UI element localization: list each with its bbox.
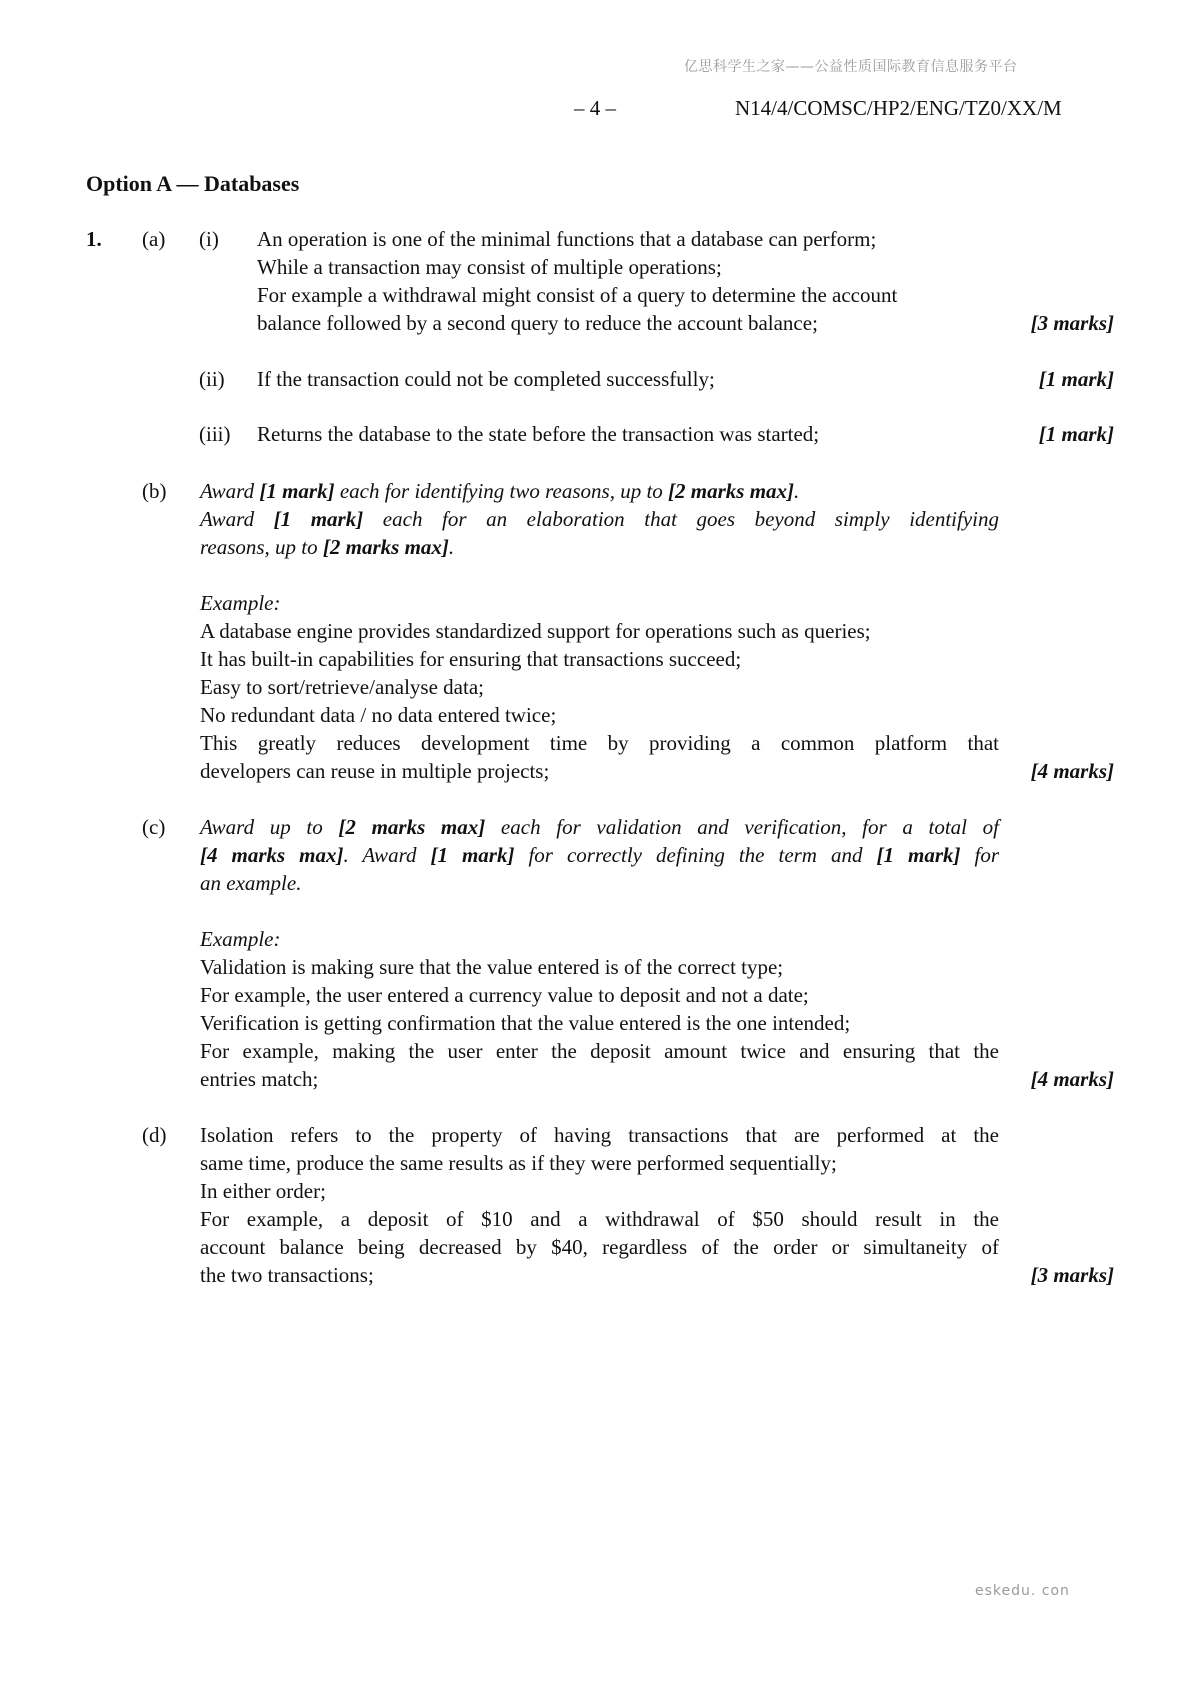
part-b-label: (b) [142,479,167,503]
marking-instruction: [4 marks max]. Award [1 mark] for correctly defining the term and [1 mark] for [200,843,999,867]
answer-line: entries match; [200,1067,319,1091]
part-a-i-label: (i) [199,227,219,251]
marks-label: [3 marks] [1030,1263,1114,1287]
answer-line: This greatly reduces development time by providing a common platform that [200,731,999,755]
question-number: 1. [86,227,102,251]
part-c-label: (c) [142,815,166,839]
document-code: N14/4/COMSC/HP2/ENG/TZ0/XX/M [735,96,1062,120]
answer-line: No redundant data / no data entered twice; [200,703,557,727]
answer-line: A database engine provides standardized support for operations such as queries; [200,619,871,643]
example-label: Example: [200,927,281,951]
answer-line: An operation is one of the minimal functions that a database can perform; [257,227,877,251]
answer-line: Isolation refers to the property of having transactions that are performed at the [200,1123,999,1147]
watermark-top: 亿思科学生之家——公益性质国际教育信息服务平台 [684,59,1018,75]
watermark-bottom: eskedu. con [975,1583,1070,1599]
marking-instruction: Award [1 mark] each for identifying two reasons, up to [2 marks max]. [200,479,800,503]
part-a-iii-label: (iii) [199,422,231,446]
marking-instruction: Award up to [2 marks max] each for validation and verification, for a total of [200,815,1000,839]
answer-line: same time, produce the same results as if they were performed sequentially; [200,1151,837,1175]
marking-instruction: reasons, up to [2 marks max]. [200,535,455,559]
part-a-label: (a) [142,227,166,251]
marks-label: [1 mark] [1038,367,1114,391]
part-d-label: (d) [142,1123,167,1147]
answer-line: If the transaction could not be completed successfully; [257,367,715,391]
answer-line: the two transactions; [200,1263,374,1287]
answer-line: balance followed by a second query to reduce the account balance; [257,311,818,335]
answer-line: Easy to sort/retrieve/analyse data; [200,675,484,699]
answer-line: In either order; [200,1179,326,1203]
marking-instruction: an example. [200,871,302,895]
answer-line: developers can reuse in multiple projects; [200,759,550,783]
answer-line: Verification is getting confirmation that the value entered is the one intended; [200,1011,851,1035]
section-title: Option A — Databases [86,171,300,196]
answer-line: For example, making the user enter the deposit amount twice and ensuring that the [200,1039,999,1063]
part-a-ii-label: (ii) [199,367,225,391]
marks-label: [4 marks] [1030,1067,1114,1091]
answer-line: For example, a deposit of $10 and a withdrawal of $50 should result in the [200,1207,999,1231]
answer-line: account balance being decreased by $40, regardless of the order or simultaneity of [200,1235,999,1259]
marking-instruction: Award [1 mark] each for an elaboration that goes beyond simply identifying [200,507,1000,531]
answer-line: While a transaction may consist of multiple operations; [257,255,722,279]
answer-line: Validation is making sure that the value entered is of the correct type; [200,955,784,979]
answer-line: Returns the database to the state before the transaction was started; [257,422,820,446]
marks-label: [1 mark] [1038,422,1114,446]
marks-label: [4 marks] [1030,759,1114,783]
example-label: Example: [200,591,281,615]
answer-line: For example, the user entered a currency value to deposit and not a date; [200,983,809,1007]
answer-line: For example a withdrawal might consist of a query to determine the account [257,283,898,307]
marks-label: [3 marks] [1030,311,1114,335]
page-number: – 4 – [574,96,616,120]
answer-line: It has built-in capabilities for ensuring that transactions succeed; [200,647,742,671]
